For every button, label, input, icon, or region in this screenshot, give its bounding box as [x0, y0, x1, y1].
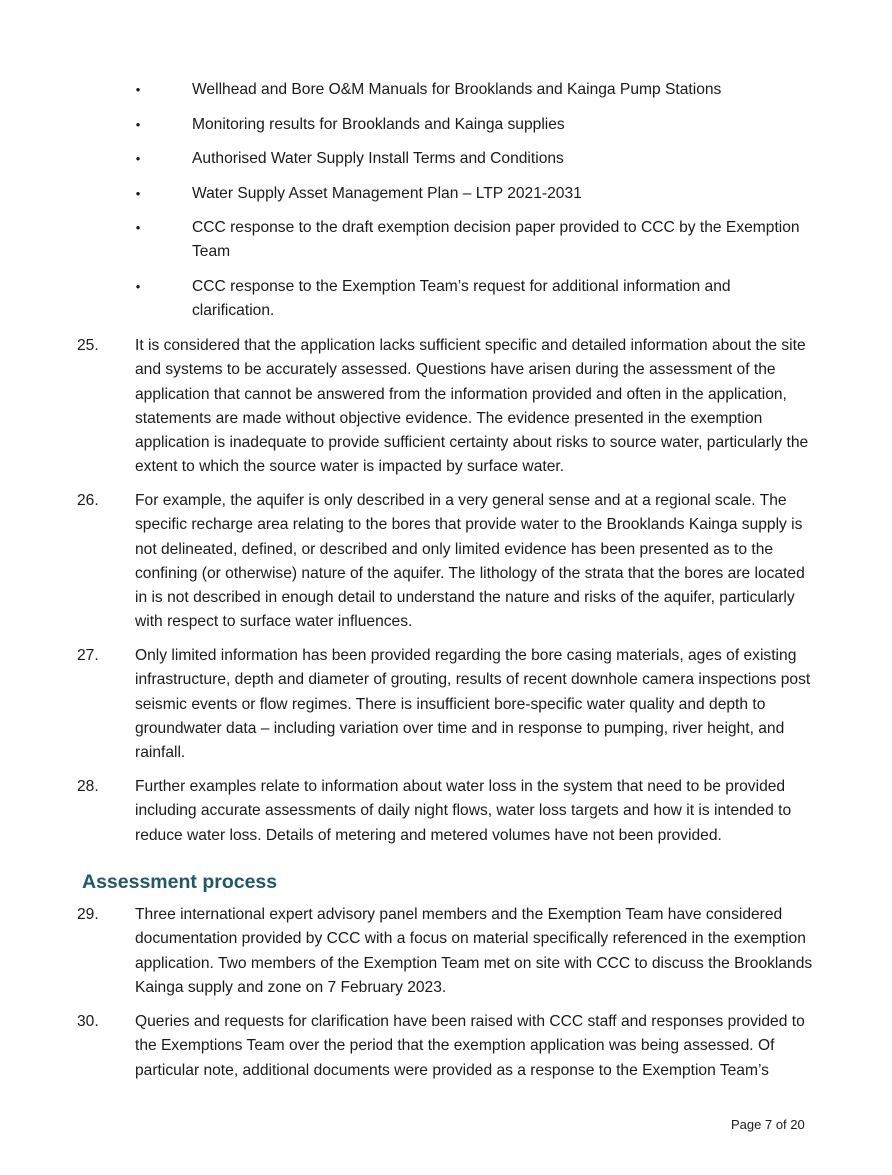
paragraph-text: For example, the aquifer is only described in a very general sense and at a regional scale. The specific recharge area relating to the bores that provide water to the Brooklands Kainga supply is not delineated, defined, or described and only limited evidence has been presented as to the confining (or otherwise) nature of the aquifer. The lithology of the strata that the bores are located in is not described in enough detail to understand the nature and risks of the aquifer, particularly with respect to surface water influences. — [135, 492, 805, 631]
bullet-text: Authorised Water Supply Install Terms and Conditions — [192, 150, 564, 167]
paragraph-number: 27. — [77, 647, 99, 664]
bullet-text: Water Supply Asset Management Plan – LTP 2021-2031 — [192, 185, 582, 202]
bullet-text: CCC response to the Exemption Team’s request for additional information and clarification. — [192, 278, 731, 320]
paragraph-text: It is considered that the application lacks sufficient specific and detailed information about the site and systems to be accurately assessed. Questions have arisen during the assessment of the application that cannot be answered from the information provided and often in the application, statements are made without objective evidence. The evidence presented in the exemption application is inadequate to provide sufficient certainty about risks to source water, particularly the extent to which the source water is impacted by surface water. — [135, 337, 809, 476]
paragraph-number: 29. — [77, 906, 99, 923]
paragraph-text: Further examples relate to information about water loss in the system that need to be provided including accurate assessments of daily night flows, water loss targets and how it is intended to reduce water loss. Details of metering and metered volumes have not been provided. — [135, 778, 792, 844]
page-number: Page 7 of 20 — [731, 1117, 805, 1132]
section-heading: Assessment process — [82, 871, 278, 893]
paragraph-number: 30. — [77, 1013, 99, 1030]
bullet-text: Wellhead and Bore O&M Manuals for Brooklands and Kainga Pump Stations — [192, 81, 722, 98]
paragraph-number: 25. — [77, 337, 99, 354]
bullet-icon: • — [135, 117, 141, 132]
bullet-icon: • — [135, 82, 141, 97]
bullet-icon: • — [135, 279, 141, 294]
paragraph-number: 26. — [77, 492, 99, 509]
paragraph-text: Three international expert advisory panel members and the Exemption Team have considered documentation provided by CCC with a focus on material specifically referenced in the exemption application. Two members of the Exemption Team met on site with CCC to discuss the Brooklands Kainga supply and zone on 7 February 2023. — [135, 906, 813, 996]
bullet-icon: • — [135, 220, 141, 235]
bullet-text: Monitoring results for Brooklands and Kainga supplies — [192, 116, 565, 133]
paragraph-text: Only limited information has been provided regarding the bore casing materials, ages of existing infrastructure, depth and diameter of grouting, results of recent downhole camera inspections post seismic events or flow regimes. There is insufficient bore-specific water quality and depth to groundwater data – including variation over time and in response to pumping, river height, and rainfall. — [135, 647, 811, 762]
bullet-text: CCC response to the draft exemption decision paper provided to CCC by the Exemption Team — [192, 219, 800, 261]
bullet-icon: • — [135, 186, 141, 201]
paragraph-number: 28. — [77, 778, 99, 795]
paragraph-text: Queries and requests for clarification have been raised with CCC staff and responses provided to the Exemptions Team over the period that the exemption application was being assessed. Of particular note, additional documents were provided as a response to the Exemption Team’s — [135, 1013, 805, 1079]
bullet-icon: • — [135, 151, 141, 166]
